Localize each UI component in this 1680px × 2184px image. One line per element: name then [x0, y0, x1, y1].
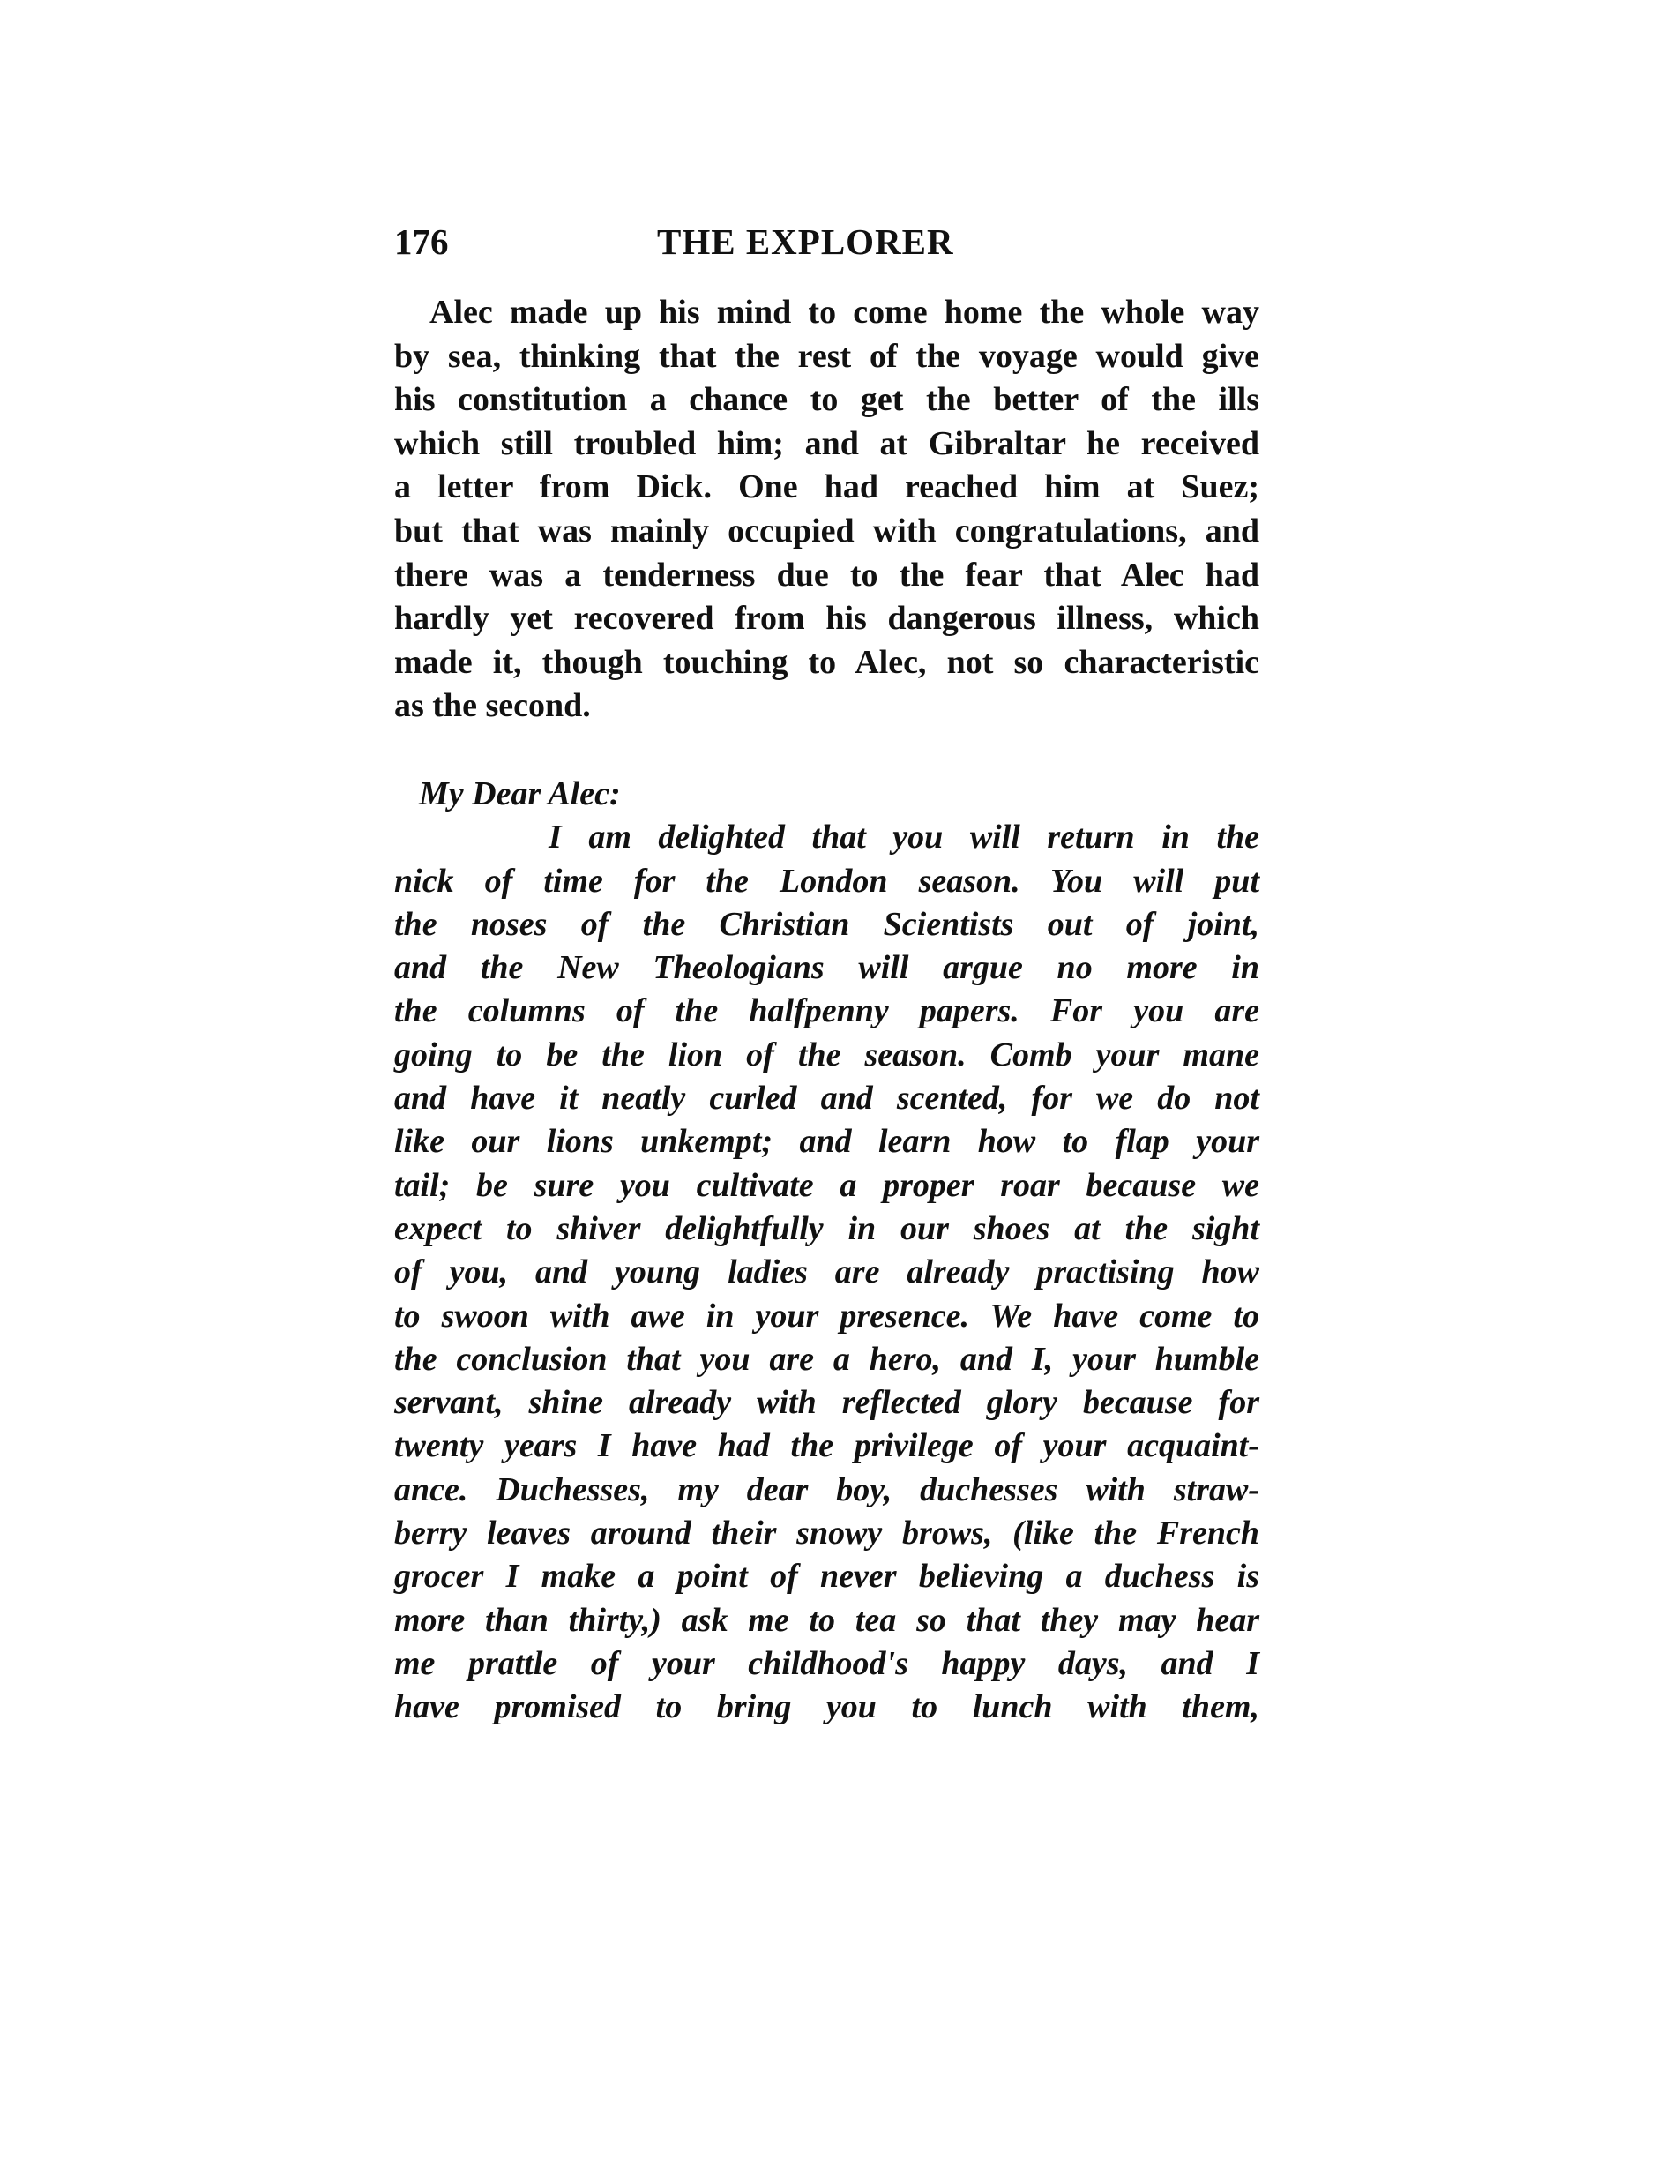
paragraph-line: hardly yet recovered from his dangerous illness, which [394, 600, 1259, 638]
letter-line: have promised to bring you to lunch with them, [394, 1688, 1259, 1726]
letter-line: and the New Theologians will argue no more in [394, 949, 1259, 987]
letter-line: going to be the lion of the season. Comb your mane [394, 1036, 1259, 1073]
letter-line: and have it neatly curled and scented, for we do not [394, 1080, 1259, 1118]
letter-line: like our lions unkempt; and learn how to flap your [394, 1123, 1259, 1161]
paragraph-line: made it, though touching to Alec, not so characteristic [394, 643, 1259, 681]
letter-line: grocer I make a point of never believing a duchess is [394, 1558, 1259, 1596]
letter-line: the noses of the Christian Scientists out of joint, [394, 905, 1259, 943]
letter-line: me prattle of your childhood's happy days, and I [394, 1644, 1259, 1682]
running-title: THE EXPLORER [657, 221, 954, 262]
body-paragraph [394, 291, 1259, 729]
letter-line: tail; be sure you cultivate a proper roar because we [394, 1166, 1259, 1204]
letter-line: more than thirty,) ask me to tea so that they may hear [394, 1601, 1259, 1639]
letter-line: the columns of the halfpenny papers. For you are [394, 992, 1259, 1030]
letter-line: ance. Duchesses, my dear boy, duchesses with straw- [394, 1470, 1259, 1508]
paragraph-line: which still troubled him; and at Gibraltar he received [394, 424, 1259, 462]
paragraph-line: but that was mainly occupied with congratulations, and [394, 512, 1259, 550]
paragraph-line: his constitution a chance to get the better of the ills [394, 381, 1259, 419]
paragraph-line: Alec made up his mind to come home the whole way [429, 294, 1259, 331]
letter-line: expect to shiver delightfully in our shoes at the sight [394, 1209, 1259, 1247]
letter-line: to swoon with awe in your presence. We have come to [394, 1297, 1259, 1335]
letter-line: of you, and young ladies are already practising how [394, 1253, 1259, 1291]
paragraph-line: a letter from Dick. One had reached him at Suez; [394, 468, 1259, 506]
letter-line: I am delighted that you will return in the [549, 819, 1259, 856]
page-number: 176 [394, 221, 449, 262]
page-header [394, 221, 1259, 273]
letter-text [394, 773, 1259, 1730]
letter-line: berry leaves around their snowy brows, (like the French [394, 1515, 1259, 1552]
letter-line: the conclusion that you are a hero, and I, your humble [394, 1340, 1259, 1378]
letter-salutation: My Dear Alec: [419, 775, 621, 812]
paragraph-line: by sea, thinking that the rest of the voyage would give [394, 337, 1259, 375]
letter-line: twenty years I have had the privilege of your acquaint- [394, 1427, 1259, 1465]
paragraph-line: there was a tenderness due to the fear that Alec had [394, 556, 1259, 594]
letter-line: servant, shine already with reflected glory because for [394, 1384, 1259, 1422]
letter-line: nick of time for the London season. You will put [394, 862, 1259, 900]
paragraph-line: as the second. [394, 687, 591, 725]
